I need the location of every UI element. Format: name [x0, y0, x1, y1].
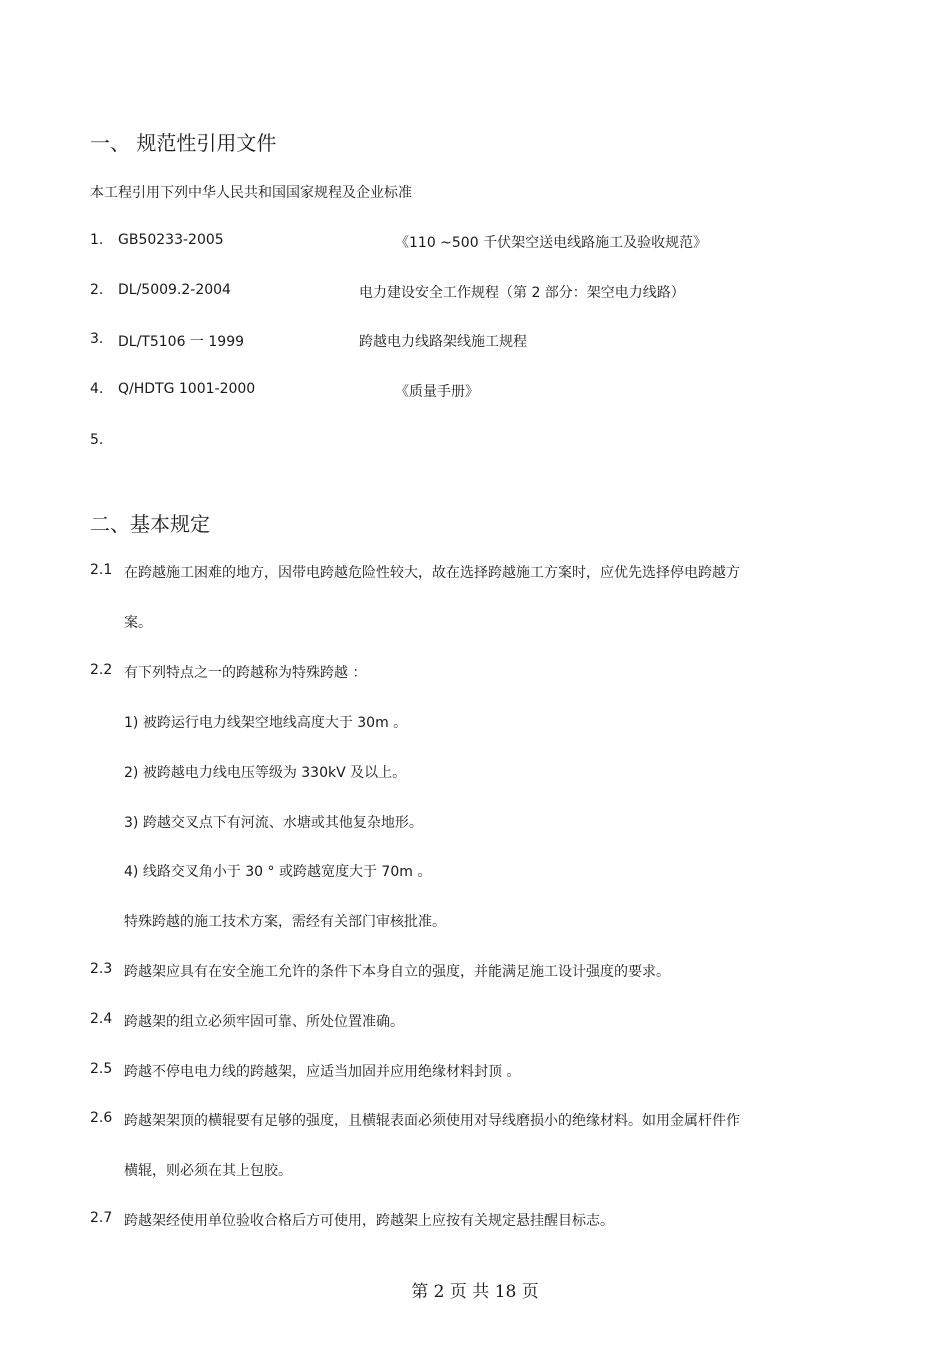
item-2-7-num: 2.7 — [90, 1210, 113, 1226]
section-1-heading: 一、 规范性引用文件 — [90, 131, 277, 155]
item-2-6-num: 2.6 — [90, 1110, 113, 1126]
item-2-1-num: 2.1 — [90, 562, 113, 578]
ref-3-code: DL/T5106 一 1999 — [118, 334, 245, 350]
ref-5-num: 5. — [90, 432, 104, 448]
ref-2-num: 2. — [90, 282, 104, 298]
item-2-4-text: 跨越架的组立必须牢固可靠、所处位置准确。 — [124, 1014, 404, 1030]
ref-4-num: 4. — [90, 381, 104, 397]
sub-item-4: 4) 线路交叉角小于 30 ° 或跨越宽度大于 70m 。 — [124, 864, 432, 880]
item-2-5-num: 2.5 — [90, 1061, 113, 1077]
item-2-6-cont: 横辊，则必须在其上包胶。 — [124, 1163, 292, 1179]
page-number: 第 2 页 共 18 页 — [411, 1282, 539, 1302]
item-2-2-text: 有下列特点之一的跨越称为特殊跨越 ： — [124, 665, 367, 681]
ref-2-code: DL/5009.2-2004 — [118, 282, 231, 298]
ref-3-title: 跨越电力线路架线施工规程 — [359, 334, 527, 350]
sub-item-3: 3) 跨越交叉点下有河流、水塘或其他复杂地形。 — [124, 815, 423, 831]
ref-3-num: 3. — [90, 331, 104, 347]
ref-1-title: 《110 ~500 千伏架空送电线路施工及验收规范》 — [395, 235, 708, 251]
sub-item-2: 2) 被跨越电力线电压等级为 330kV 及以上。 — [124, 765, 407, 781]
ref-2-title: 电力建设安全工作规程（第 2 部分：架空电力线路） — [359, 285, 685, 301]
ref-4-code: Q/HDTG 1001-2000 — [118, 381, 256, 397]
item-2-2-num: 2.2 — [90, 662, 113, 678]
ref-1-num: 1. — [90, 232, 104, 248]
item-2-4-num: 2.4 — [90, 1011, 113, 1027]
section-1-intro: 本工程引用下列中华人民共和国国家规程及企业标准 — [90, 185, 412, 201]
item-2-5-text: 跨越不停电电力线的跨越架，应适当加固并应用绝缘材料封顶 。 — [124, 1064, 521, 1080]
item-2-6-text: 跨越架架顶的横辊要有足够的强度，且横辊表面必须使用对导线磨损小的绝缘材料。如用金属杆件作 — [124, 1113, 740, 1129]
item-2-3-num: 2.3 — [90, 961, 113, 977]
item-2-3-text: 跨越架应具有在安全施工允许的条件下本身自立的强度，并能满足施工设计强度的要求。 — [124, 964, 670, 980]
special-note: 特殊跨越的施工技术方案，需经有关部门审核批准。 — [124, 914, 446, 930]
item-2-1-text: 在跨越施工困难的地方，因带电跨越危险性较大，故在选择跨越施工方案时，应优先选择停电跨越方 — [124, 565, 740, 581]
ref-4-title: 《质量手册》 — [395, 384, 479, 400]
sub-item-1: 1) 被跨运行电力线架空地线高度大于 30m 。 — [124, 715, 408, 731]
ref-1-code: GB50233-2005 — [118, 232, 224, 248]
item-2-1-cont: 案。 — [124, 615, 152, 631]
section-2-heading: 二、基本规定 — [90, 512, 210, 536]
item-2-7-text: 跨越架经使用单位验收合格后方可使用，跨越架上应按有关规定悬挂醒目标志。 — [124, 1213, 614, 1229]
